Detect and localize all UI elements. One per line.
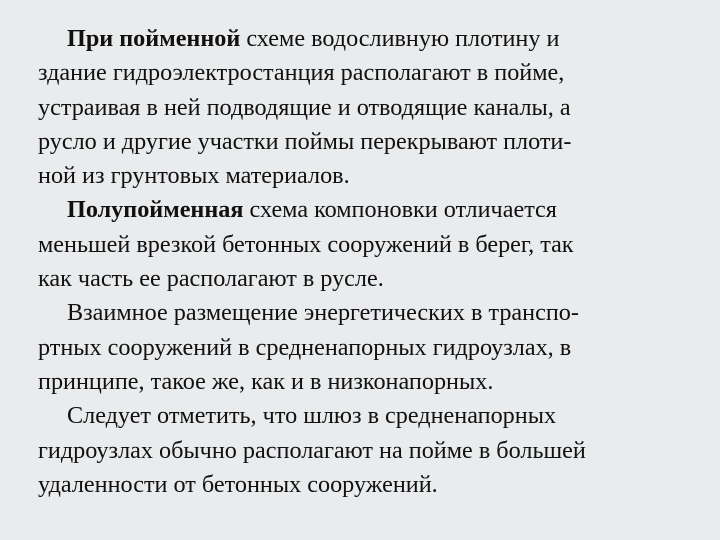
paragraph-4-line-1: Следует отметить, что шлюз в средненапорных	[67, 402, 557, 430]
paragraph-4-line-2: гидроузлах обычно располагают на пойме в большей	[38, 436, 586, 464]
paragraph-1-line-3: устраивая в ней подводящие и отводящие каналы, а	[38, 93, 571, 121]
paragraph-2-line-2: меньшей врезкой бетонных сооружений в берег, так	[38, 230, 574, 258]
paragraph-1-line-2: здание гидроэлектростанция располагают в пойме,	[38, 59, 565, 87]
paragraph-3-line-3: принципе, такое же, как и в низконапорных.	[38, 367, 494, 395]
bold-term-floodplain-scheme: При пойменной	[67, 25, 241, 52]
paragraph-1-line-4: русло и другие участки поймы перекрывают плоти-	[38, 127, 572, 155]
paragraph-3-line-2: ртных сооружений в средненапорных гидроузлах, в	[38, 333, 572, 361]
paragraph-2-line-3: как часть ее располагают в русле.	[38, 265, 384, 293]
body-text	[38, 22, 698, 502]
paragraph-1-line-5: ной из грунтовых материалов.	[38, 162, 350, 190]
paragraph-4-line-3: удаленности от бетонных сооружений.	[38, 470, 438, 498]
bold-term-semi-floodplain-scheme: Полупойменная	[67, 196, 244, 224]
line-text: схеме водосливную плотину и	[240, 25, 560, 52]
paragraph-2-line-1	[38, 193, 698, 227]
paragraph-3-line-1: Взаимное размещение энергетических в транспо-	[67, 299, 579, 327]
line-text: схема компоновки отличается	[243, 196, 557, 224]
paragraph-1-line-1	[38, 22, 698, 56]
